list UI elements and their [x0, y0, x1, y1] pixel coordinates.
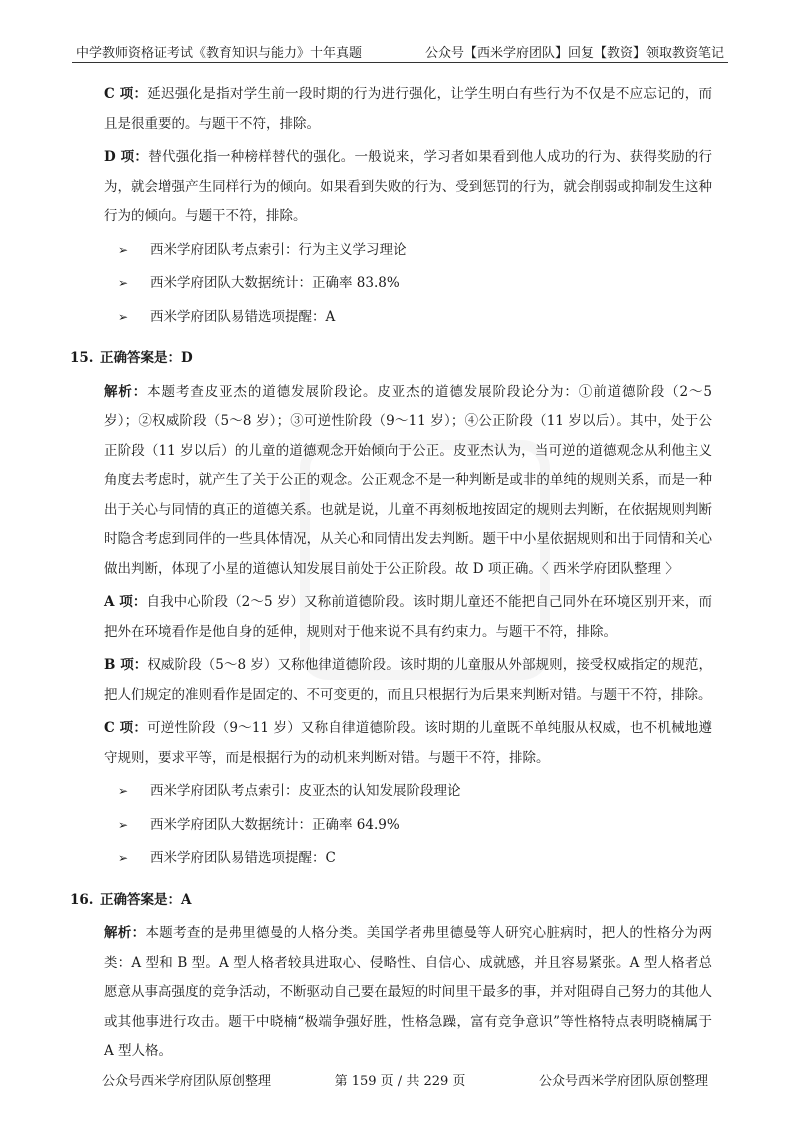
- option-d-explanation: [104, 143, 712, 232]
- option-text: 可逆性阶段（9～11 岁）又称自律道德阶段。该时期的儿童既不单纯服从权威，也不机械地遵守规则，要求平等，而是根据行为的动机来判断对错。与题干不符，排除。: [104, 720, 712, 766]
- option-c-explanation: [104, 80, 712, 139]
- question-16-analysis: [104, 919, 712, 1067]
- arrow-bullet-icon: ➢: [118, 242, 129, 257]
- option-text: 自我中心阶段（2～5 岁）又称前道德阶段。该时期儿童还不能把自己同外在环境区别开来，而把外在环境看作是他自身的延伸，规则对于他来说不具有约束力。与题干不符，排除。: [104, 594, 713, 640]
- option-label: B 项：: [104, 657, 148, 673]
- option-text: 延迟强化是指对学生前一段时期的行为进行强化，让学生明白有些行为不仅是不应忘记的，而且是很重要的。与题干不符，排除。: [104, 86, 713, 132]
- page-header: [72, 40, 728, 63]
- bullet-item: ➢ 西米学府团队易错选项提醒：C: [104, 844, 712, 874]
- option-text: 权威阶段（5～8 岁）又称他律道德阶段。该时期的儿童服从外部规则，接受权威指定的规范，把人们规定的准则看作是固定的、不可变更的，而且只根据行为后果来判断对错。与题干不符，排除。: [104, 657, 712, 703]
- page-footer: [72, 1070, 728, 1092]
- analysis-label: 解析：: [104, 925, 146, 941]
- option-text: 替代强化指一种榜样替代的强化。一般说来，学习者如果看到他人成功的行为、获得奖励的行为，就会增强产生同样行为的倾向。如果看到失败的行为、受到惩罚的行为，就会削弱或抑制发生这种行为的倾向。与题干不符，排除。: [104, 149, 712, 224]
- bullet-item: ➢ 西米学府团队考点索引：行为主义学习理论: [104, 236, 712, 266]
- footer-right: 公众号西米学府团队原创整理: [538, 1074, 708, 1089]
- bullet-item: ➢ 西米学府团队大数据统计：正确率 83.8%: [104, 269, 712, 299]
- option-label: D 项：: [104, 149, 149, 165]
- header-title: 中学教师资格证考试《教育知识与能力》十年真题: [76, 46, 363, 61]
- bullet-item: ➢ 西米学府团队易错选项提醒：A: [104, 303, 712, 333]
- page-number: 第 159 页 / 共 229 页: [334, 1074, 466, 1089]
- bullet-item: ➢ 西米学府团队大数据统计：正确率 64.9%: [104, 811, 712, 841]
- question-15-analysis: [104, 378, 712, 585]
- option-label: C 项：: [104, 86, 148, 102]
- bullet-item: ➢ 西米学府团队考点索引：皮亚杰的认知发展阶段理论: [104, 777, 712, 807]
- page-content: [70, 80, 713, 1071]
- option-a-explanation: [104, 588, 712, 647]
- analysis-label: 解析：: [104, 383, 148, 400]
- arrow-bullet-icon: ➢: [118, 309, 129, 324]
- answer-text: 正确答案是：D: [100, 350, 193, 366]
- arrow-bullet-icon: ➢: [118, 817, 129, 832]
- header-promo: 公众号【西米学府团队】回复【教资】领取教资笔记: [424, 46, 724, 61]
- arrow-bullet-icon: ➢: [118, 851, 129, 865]
- question-number: 16.: [70, 891, 94, 908]
- option-b-explanation: [104, 651, 712, 710]
- arrow-bullet-icon: ➢: [118, 276, 129, 290]
- analysis-text: 本题考查的是弗里德曼的人格分类。美国学者弗里德曼等人研究心脏病时，把人的性格分为两类：A 型和 B 型。A 型人格者较具进取心、侵略性、自信心、成就感，并且容易紧张。A 型人格者总愿意从事高强度的竞争活动，不断驱动自己要在最短的时间里干最多的事，并对阻碍自己努力的其他人或其他事进行攻击。题干中晓楠“极端争强好胜，性格急躁，富有竞争意识”等性格特点表明晓楠属于 A 型人格。: [104, 925, 713, 1059]
- option-label: A 项：: [104, 594, 147, 610]
- answer-text: 正确答案是：A: [100, 891, 192, 908]
- option-label: C 项：: [104, 720, 148, 736]
- analysis-text: 本题考查皮亚杰的道德发展阶段论。皮亚杰的道德发展阶段论分为：①前道德阶段（2～5 岁）；②权威阶段（5～8 岁）；③可逆性阶段（9～11 岁）；④公正阶段（11 岁以后）。其中，处于公正阶段（11 岁以后）的儿童的道德观念开始倾向于公正。皮亚杰认为，当可逆的道德观念从利他主义角度去考虑时，就产生了关于公正的观念。公正观念不是一种判断是或非的单纯的规则关系，而是一种出于关心与同情的真正的道德关系。也就是说，儿童不再刻板地按固定的规则去判断，在依据规则判断时隐含考虑到同伴的一些具体情况，从关心和同情出发去判断。题干中小星依据规则和出于同情和关心做出判断，体现了小星的道德认知发展目前处于公正阶段。故 D 项正确。〈 西米学府团队整理 〉: [104, 383, 712, 577]
- question-number: 15.: [70, 350, 94, 366]
- arrow-bullet-icon: ➢: [118, 784, 129, 798]
- question-15-answer: [70, 344, 712, 374]
- footer-left: 公众号西米学府团队原创整理: [102, 1074, 272, 1089]
- question-16-answer: [70, 886, 712, 916]
- option-c-explanation: [104, 714, 712, 773]
